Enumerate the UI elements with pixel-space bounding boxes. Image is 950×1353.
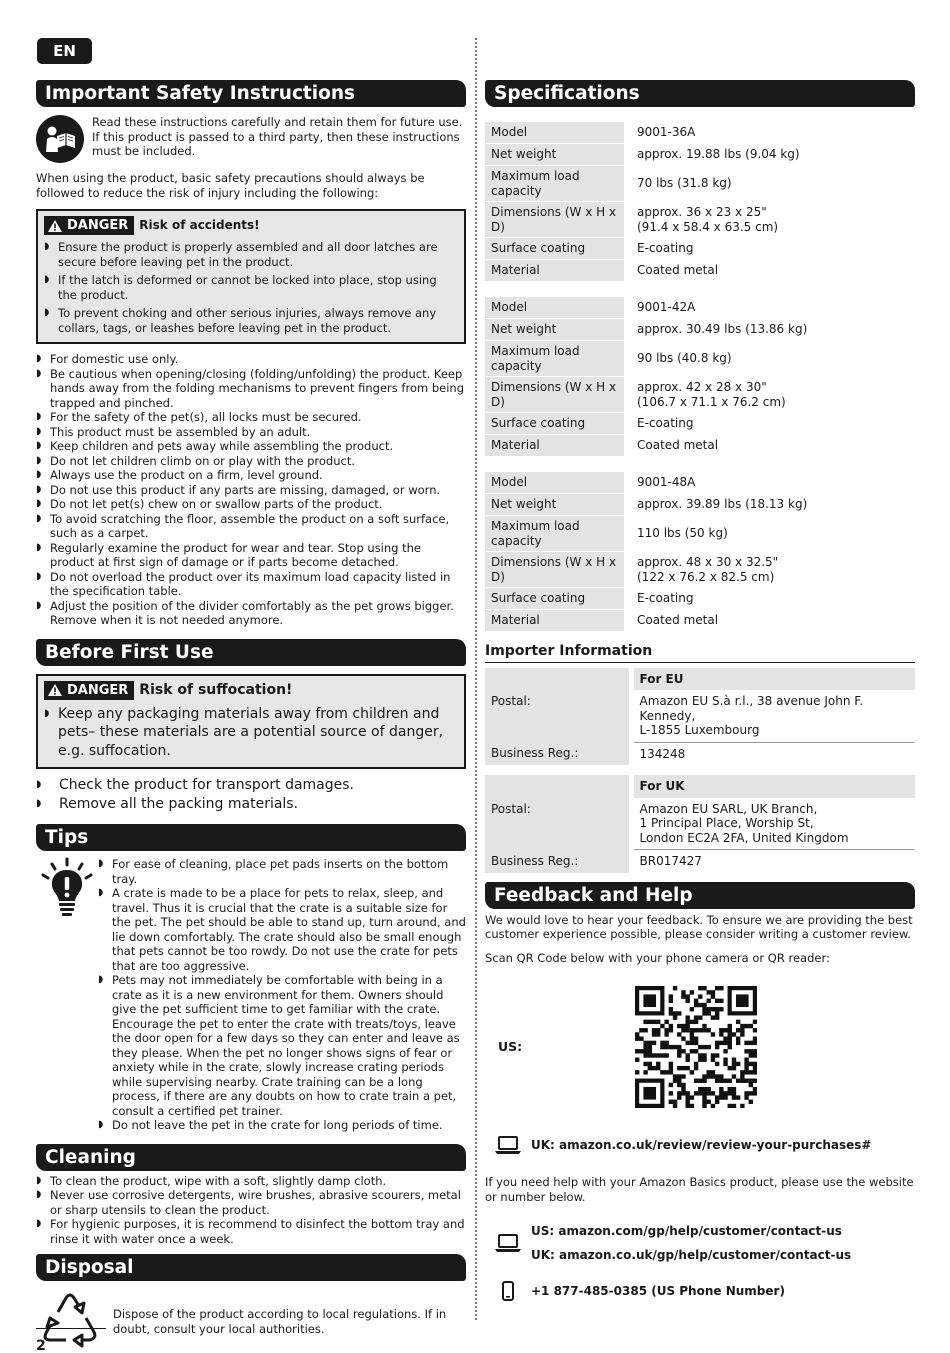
safety-intro <box>36 115 466 163</box>
spec-table-36a <box>485 121 915 282</box>
importer-value: BR017427 <box>639 854 702 868</box>
cleaning-header: Cleaning <box>36 1144 466 1171</box>
spec-value: Coated metal <box>637 263 719 278</box>
phone-icon <box>485 1281 531 1301</box>
page-number: 2 <box>36 1328 106 1353</box>
first-use-list <box>36 776 466 813</box>
spec-table-48a <box>485 471 915 632</box>
warning-triangle-icon <box>48 220 62 232</box>
importer-value: 134248 <box>639 746 686 761</box>
disposal-header: Disposal <box>36 1254 466 1281</box>
table-row <box>485 552 915 587</box>
column-divider <box>475 38 477 1320</box>
spec-key: Surface coating <box>485 413 631 434</box>
danger-title: Risk of suffocation! <box>139 681 293 698</box>
importer-key: Business Reg.: <box>485 850 631 873</box>
list-item: ◗ Check the product for transport damages. <box>36 776 466 795</box>
list-item: ◗ For hygienic purposes, it is recommend to disinfect the bottom tray and rinse it with water once a week. <box>36 1217 466 1246</box>
spec-value: 70 lbs (31.8 kg) <box>637 176 732 191</box>
qr-section <box>485 979 915 1115</box>
spec-key: Maximum load capacity <box>485 516 631 551</box>
tips-header: Tips <box>36 824 466 851</box>
importer-key: Postal: <box>485 690 631 742</box>
spec-value: E-coating <box>637 241 694 256</box>
importer-key: Postal: <box>485 798 631 850</box>
list-item: ◗ For the safety of the pet(s), all locks must be secured. <box>36 410 466 425</box>
scan-qr-text: Scan QR Code below with your phone camera or QR reader: <box>485 950 830 965</box>
importer-title: Importer Information <box>485 644 915 663</box>
spec-key: Material <box>485 260 631 281</box>
list-item: ◗ Pets may not immediately be comfortable with being in a crate as it is a new environment for them. Owners should give the pet sufficient time to get familiar with the crate. Encourage the pet to enter the crate with treats/toys, leave the door open for a few days so they can enter and leave as they please. When the pet no longer shows signs of fear or anxiety while in the crate, slowly increase crating periods while supervising nearby. Crate training can be a long process, if there are any doubts on how to crate train a pet, consult a certified pet trainer. <box>98 973 466 1118</box>
language-badge: EN <box>37 38 92 64</box>
list-item: ◗ Do not let pet(s) chew on or swallow parts of the product. <box>36 497 466 512</box>
cleaning-list <box>36 1174 466 1247</box>
list-item: ◗ To avoid scratching the floor, assemble the product on a soft surface, such as a carpet. <box>36 512 466 541</box>
list-item: ◗ A crate is made to be a place for pets to relax, sleep, and travel. Thus it is crucial that the crate is a suitable size for the pet. The pet should be able to stand up, turn around, and lie down comfortably. The crate should also be small enough that pets cannot be too rowdy. Do not use the crate for pets that are too aggressive. <box>98 886 466 973</box>
table-row <box>485 122 915 143</box>
spec-key: Model <box>485 122 631 143</box>
tips-list <box>98 857 466 1133</box>
spec-key: Dimensions (W x H x D) <box>485 377 631 412</box>
table-row <box>485 516 915 551</box>
uk-review-link[interactable]: UK: amazon.co.uk/review/review-your-purchases# <box>531 1137 872 1152</box>
spec-key: Maximum load capacity <box>485 341 631 376</box>
danger-label: DANGER <box>67 682 129 698</box>
help-links <box>485 1224 915 1262</box>
table-row <box>485 775 915 798</box>
spec-key: Material <box>485 435 631 456</box>
danger-title: Risk of accidents! <box>139 218 260 233</box>
laptop-icon <box>485 1135 531 1155</box>
spec-key: Dimensions (W x H x D) <box>485 552 631 587</box>
laptop-icon <box>485 1233 531 1253</box>
list-item: ◗ Keep children and pets away while assembling the product. <box>36 439 466 454</box>
list-item: ◗ Ensure the product is properly assembled and all door latches are secure before leaving pet in the product. <box>44 240 458 269</box>
feedback-header: Feedback and Help <box>485 882 915 909</box>
danger-badge <box>44 216 134 235</box>
list-item: ◗ To prevent choking and other serious injuries, always remove any collars, tags, or leashes before leaving pet in the product. <box>44 306 458 335</box>
importer-value: Amazon EU S.à r.l., 38 avenue John F. Kennedy, L-1855 Luxembourg <box>631 690 915 742</box>
spec-value: approx. 30.49 lbs (13.86 kg) <box>637 322 808 337</box>
help-text: If you need help with your Amazon Basics product, please use the website or number below. <box>485 1175 914 1204</box>
phone-number[interactable]: +1 877-485-0385 (US Phone Number) <box>531 1283 785 1298</box>
danger-list <box>44 240 458 335</box>
lightbulb-icon <box>36 857 98 1133</box>
list-item: ◗ Never use corrosive detergents, wire brushes, abrasive scourers, metal or sharp utensils to clean the product. <box>36 1188 466 1217</box>
list-item: ◗ Do not leave the pet in the crate for long periods of time. <box>98 1118 466 1133</box>
feedback-text: We would love to hear your feedback. To ensure we are providing the best customer experience possible, please consider writing a customer review. <box>485 912 913 941</box>
qr-code[interactable] <box>635 986 757 1108</box>
spec-key: Surface coating <box>485 588 631 609</box>
tips-content <box>36 857 466 1133</box>
spec-value: 9001-48A <box>637 475 696 490</box>
table-row <box>485 341 915 376</box>
table-row <box>485 850 915 873</box>
left-column <box>36 80 466 1353</box>
spec-value: approx. 42 x 28 x 30" (106.7 x 71.1 x 76.2 cm) <box>637 380 786 409</box>
first-use-header: Before First Use <box>36 639 466 666</box>
safety-header: Important Safety Instructions <box>36 80 466 107</box>
list-item: ◗ Do not overload the product over its maximum load capacity listed in the specification table. <box>36 570 466 599</box>
danger-badge <box>44 681 134 700</box>
table-row <box>485 588 915 609</box>
list-item: ◗ Be cautious when opening/closing (folding/unfolding) the product. Keep hands away from the folding mechanisms to prevent fingers from being trapped and pinched. <box>36 367 466 411</box>
spec-key: Surface coating <box>485 238 631 259</box>
importer-eu-head: For EU <box>631 668 915 691</box>
spec-key: Net weight <box>485 494 631 515</box>
table-row <box>485 297 915 318</box>
spec-key: Dimensions (W x H x D) <box>485 202 631 237</box>
importer-key: Business Reg.: <box>485 742 631 765</box>
spec-value: 9001-36A <box>637 125 696 140</box>
list-item: ◗ This product must be assembled by an adult. <box>36 425 466 440</box>
phone-row <box>485 1281 915 1301</box>
spec-value: approx. 48 x 30 x 32.5" (122 x 76.2 x 82.5 cm) <box>637 555 779 584</box>
spec-key: Model <box>485 297 631 318</box>
right-column <box>485 80 915 1301</box>
spec-key: Maximum load capacity <box>485 166 631 201</box>
table-row <box>485 690 915 742</box>
table-row <box>485 472 915 493</box>
spec-key: Net weight <box>485 144 631 165</box>
disposal-text: Dispose of the product according to local regulations. If in doubt, consult your local authorities. <box>113 1307 447 1336</box>
spec-key: Material <box>485 610 631 631</box>
safety-intro2: When using the product, basic safety precautions should always be followed to reduce the risk of injury including the following: <box>36 171 425 200</box>
warning-triangle-icon <box>48 684 62 696</box>
danger-label: DANGER <box>67 218 129 233</box>
spec-value: approx. 19.88 lbs (9.04 kg) <box>637 147 800 162</box>
table-row <box>485 798 915 850</box>
spec-value: E-coating <box>637 416 694 431</box>
list-item: ◗ To clean the product, wipe with a soft, slightly damp cloth. <box>36 1174 466 1189</box>
table-row <box>485 166 915 201</box>
list-item: ◗ Adjust the position of the divider comfortably as the pet grows bigger. Remove when it is not needed anymore. <box>36 599 466 628</box>
spec-value: Coated metal <box>637 613 719 628</box>
table-row <box>485 319 915 340</box>
table-row <box>485 144 915 165</box>
spec-value: approx. 39.89 lbs (18.13 kg) <box>637 497 808 512</box>
qr-label: US: <box>498 1038 523 1054</box>
list-item: ◗ Always use the product on a firm, level ground. <box>36 468 466 483</box>
table-row <box>485 668 915 691</box>
table-row <box>485 377 915 412</box>
spec-value: approx. 36 x 23 x 25" (91.4 x 58.4 x 63.5 cm) <box>637 205 779 234</box>
safety-list <box>36 352 466 628</box>
spec-table-42a <box>485 296 915 457</box>
spec-value: Coated metal <box>637 438 719 453</box>
table-row <box>485 202 915 237</box>
list-item: ◗ Regularly examine the product for wear and tear. Stop using the product at first sign of damage or if parts become detached. <box>36 541 466 570</box>
list-item: ◗ For ease of cleaning, place pet pads inserts on the bottom tray. <box>98 857 466 886</box>
spec-value: 90 lbs (40.8 kg) <box>637 351 732 366</box>
list-item: ◗ For domestic use only. <box>36 352 466 367</box>
spec-key: Net weight <box>485 319 631 340</box>
table-row <box>485 435 915 456</box>
us-help-link[interactable]: US: amazon.com/gp/help/customer/contact-us <box>531 1224 842 1238</box>
table-row <box>485 742 915 765</box>
safety-intro-text: Read these instructions carefully and retain them for future use. If this product is passed to a third party, then these instructions must be included. <box>92 115 463 158</box>
table-row <box>485 260 915 281</box>
spec-key: Model <box>485 472 631 493</box>
list-item: ◗ If the latch is deformed or cannot be locked into place, stop using the product. <box>44 273 458 302</box>
spec-value: 9001-42A <box>637 300 696 315</box>
danger-box-accidents <box>36 209 466 344</box>
importer-table <box>485 668 915 873</box>
danger-box-suffocation <box>36 674 466 770</box>
importer-uk-head: For UK <box>631 775 915 798</box>
list-item: ◗ Remove all the packing materials. <box>36 795 466 814</box>
importer-value: Amazon EU SARL, UK Branch, 1 Principal Place, Worship St, London EC2A 2FA, United Kingdom <box>631 798 915 850</box>
uk-review-link-row <box>485 1135 915 1155</box>
specifications-header: Specifications <box>485 80 915 107</box>
uk-help-link[interactable]: UK: amazon.co.uk/gp/help/customer/contact-us <box>531 1247 852 1262</box>
table-row <box>485 238 915 259</box>
list-item: ◗ Do not let children climb on or play with the product. <box>36 454 466 469</box>
spec-value: E-coating <box>637 591 694 606</box>
table-row <box>485 494 915 515</box>
danger-list <box>44 705 458 761</box>
table-row <box>485 413 915 434</box>
read-manual-icon <box>36 115 84 163</box>
table-row <box>485 610 915 631</box>
spec-value: 110 lbs (50 kg) <box>637 526 728 541</box>
list-item: ◗ Keep any packaging materials away from children and pets– these materials are a potential source of danger, e.g. suffocation. <box>44 705 458 761</box>
list-item: ◗ Do not use this product if any parts are missing, damaged, or worn. <box>36 483 466 498</box>
